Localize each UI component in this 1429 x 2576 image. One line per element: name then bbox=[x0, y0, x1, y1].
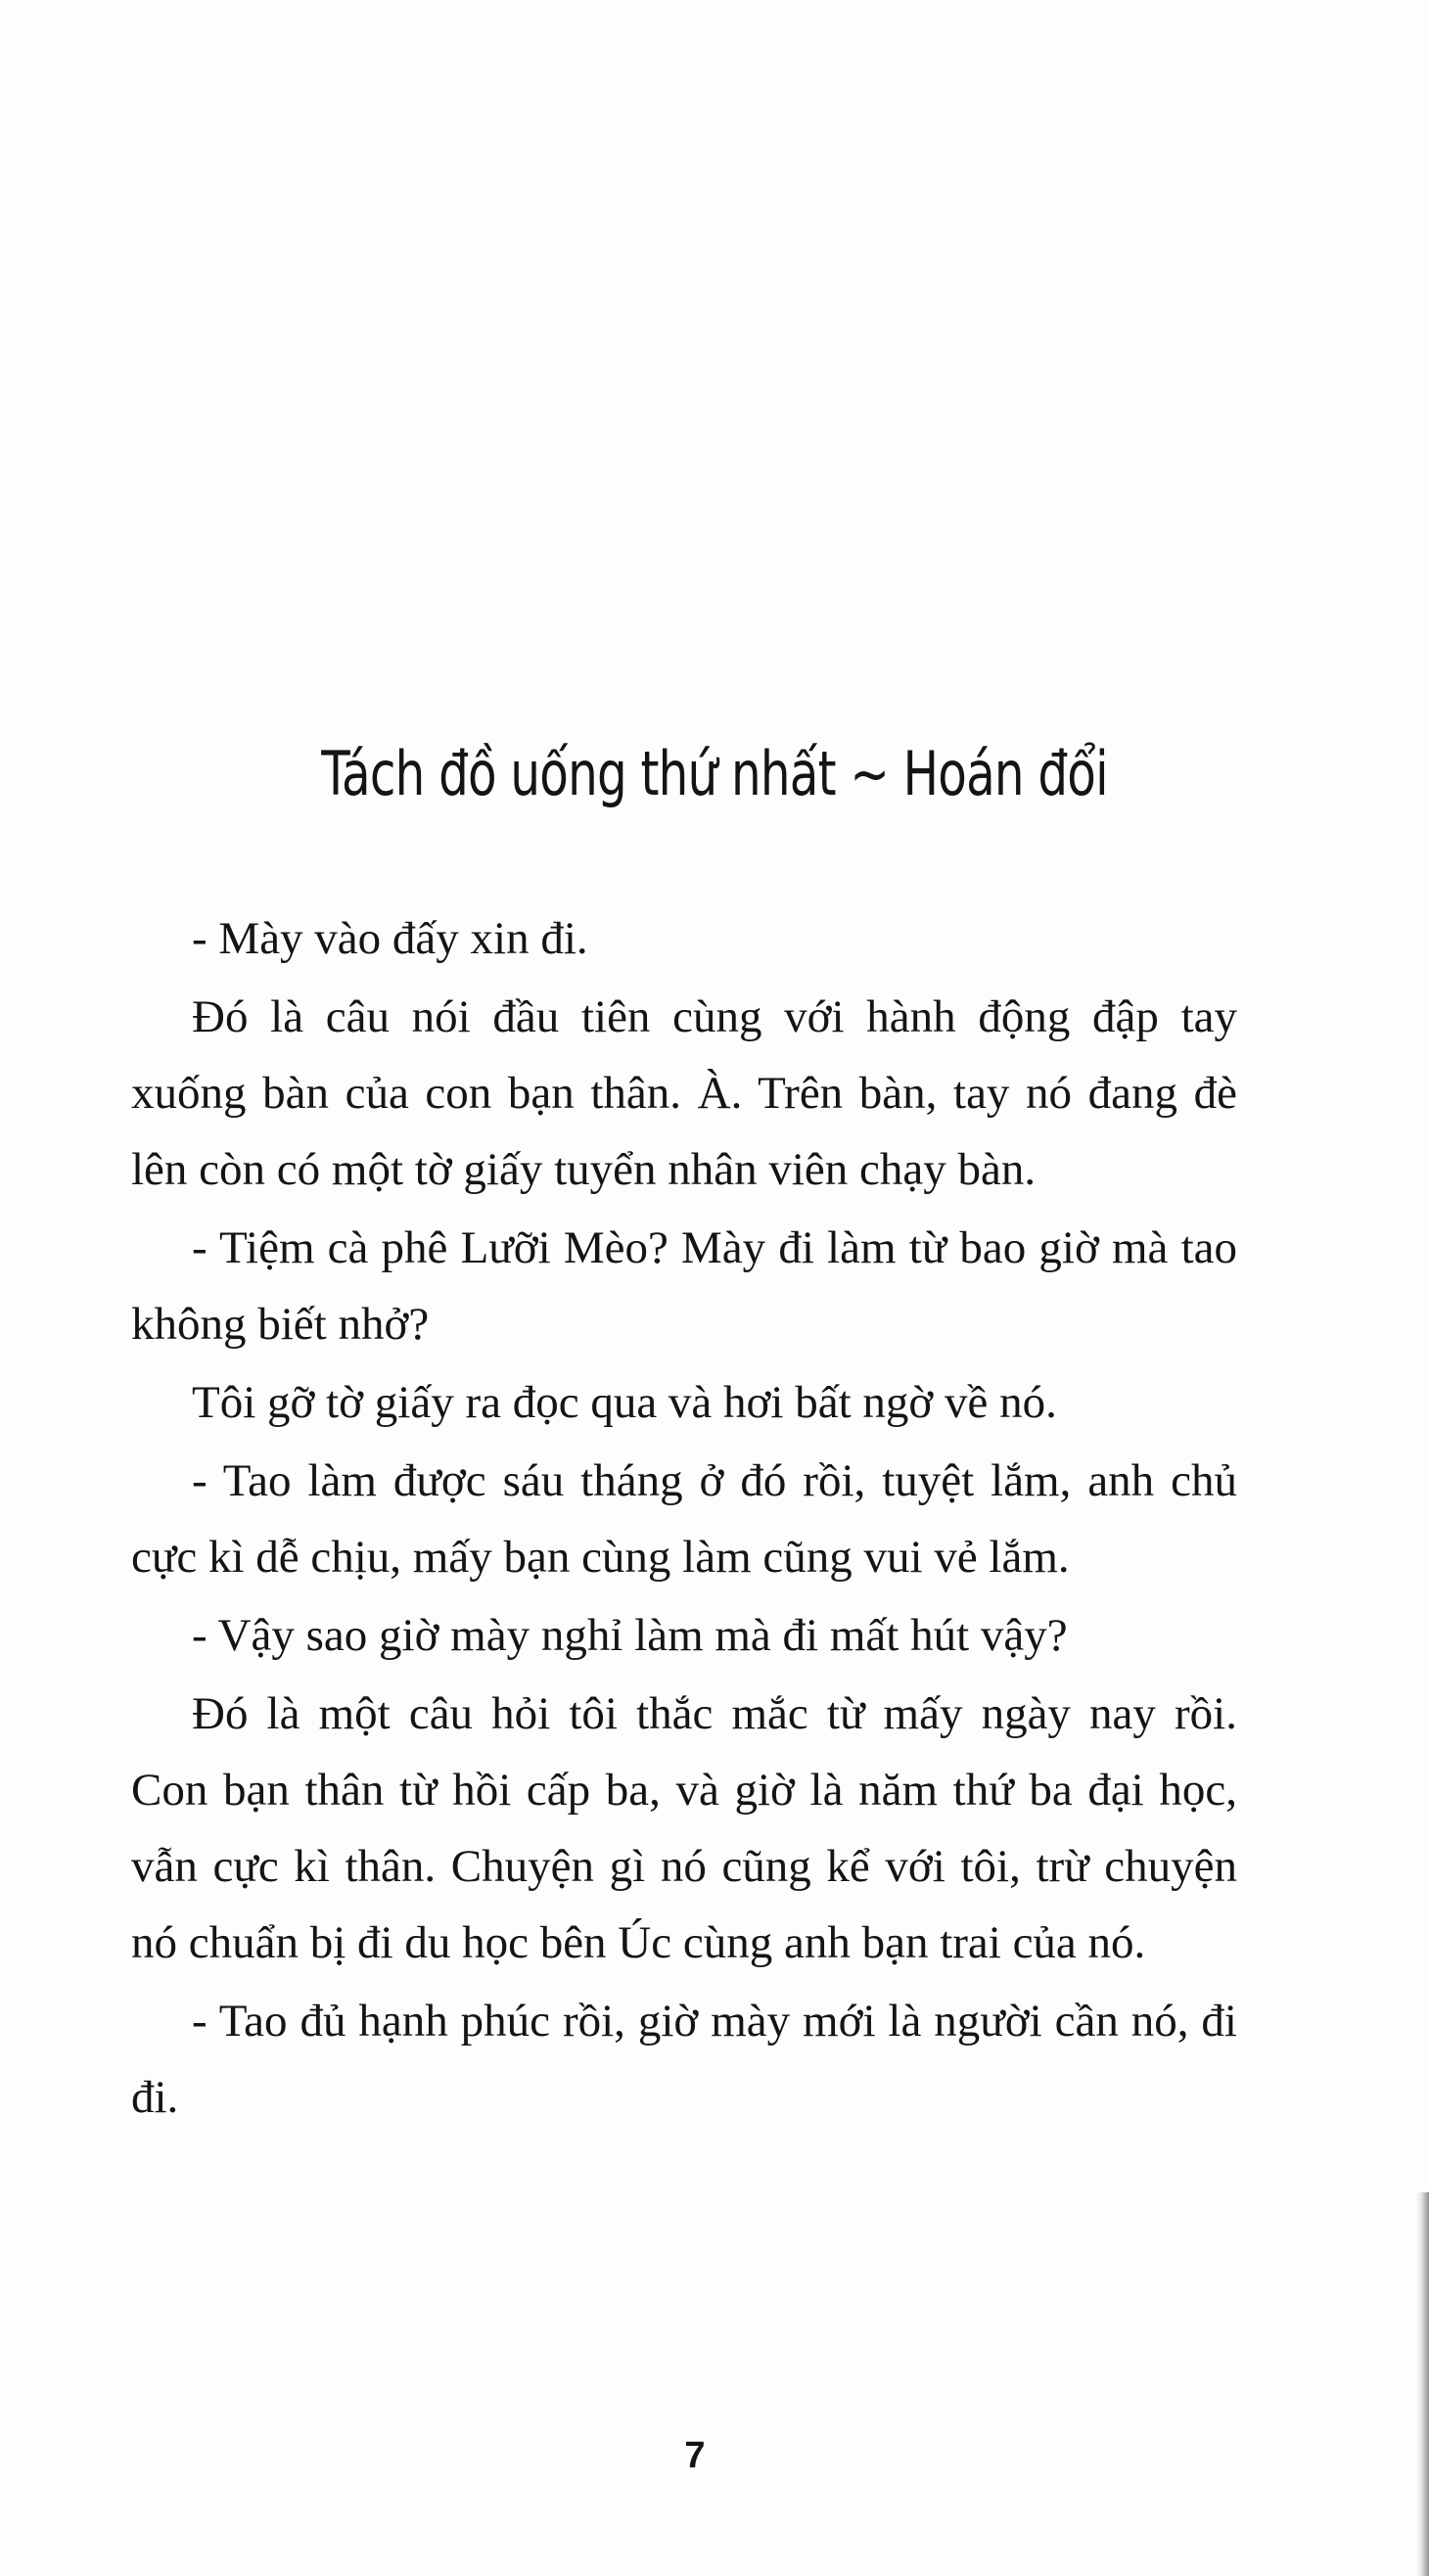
paragraph: - Vậy sao giờ mày nghỉ làm mà đi mất hút vậy? bbox=[192, 1610, 1068, 1661]
scan-edge-shadow bbox=[1415, 2192, 1429, 2576]
paragraph: - Tao làm được sáu tháng ở đó rồi, tuyệt lắm, anh chủ cực kì dễ chịu, mấy bạn cùng làm cũng vui vẻ lắm. bbox=[131, 1455, 1237, 1583]
page-number: 7 bbox=[684, 2435, 706, 2476]
chapter-body bbox=[131, 900, 1237, 2138]
paragraph: Đó là một câu hỏi tôi thắc mắc từ mấy ngày nay rồi. Con bạn thân từ hồi cấp ba, và giờ là năm thứ ba đại học, vẫn cực kì thân. Chuyện gì nó cũng kể với tôi, trừ chuyện nó chuẩn bị đi du học bên Úc cùng anh bạn trai của nó. bbox=[131, 1688, 1237, 1968]
paragraph: Tôi gỡ tờ giấy ra đọc qua và hơi bất ngờ về nó. bbox=[192, 1377, 1057, 1428]
paragraph: Đó là câu nói đầu tiên cùng với hành động đập tay xuống bàn của con bạn thân. À. Trên bàn, tay nó đang đè lên còn có một tờ giấy tuyển nhân viên chạy bàn. bbox=[131, 991, 1237, 1195]
chapter-title: Tách đồ uống thứ nhất ~ Hoán đổi bbox=[321, 737, 1108, 809]
paragraph: - Tiệm cà phê Lưỡi Mèo? Mày đi làm từ bao giờ mà tao không biết nhở? bbox=[131, 1222, 1237, 1350]
paragraph: - Mày vào đấy xin đi. bbox=[192, 913, 588, 964]
paragraph: - Tao đủ hạnh phúc rồi, giờ mày mới là người cần nó, đi đi. bbox=[131, 1996, 1237, 2123]
